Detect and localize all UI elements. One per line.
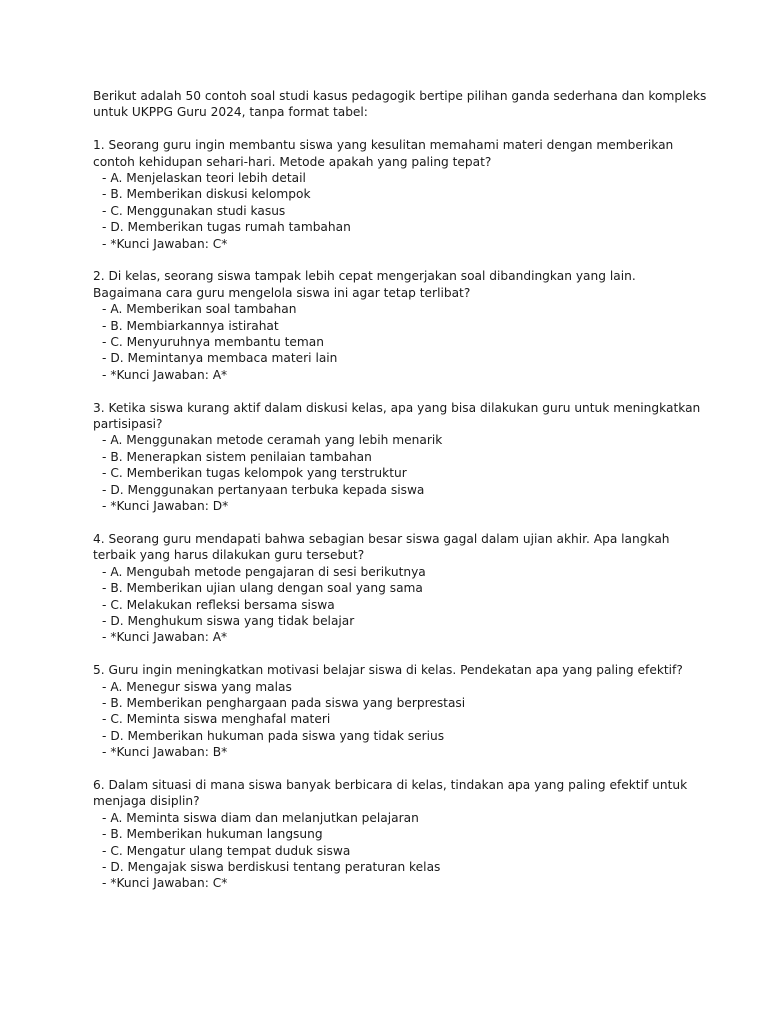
answer-key: - *Kunci Jawaban: C* bbox=[102, 236, 228, 251]
option-list bbox=[93, 432, 708, 514]
question-block bbox=[93, 531, 708, 646]
answer-key: - *Kunci Jawaban: B* bbox=[102, 745, 228, 760]
option-item: - A. Menjelaskan teori lebih detail bbox=[102, 171, 306, 186]
option-item: - A. Mengubah metode pengajaran di sesi berikutnya bbox=[102, 564, 426, 579]
option-list bbox=[93, 810, 708, 892]
option-item: - D. Menggunakan pertanyaan terbuka kepada siswa bbox=[102, 482, 425, 497]
answer-key: - *Kunci Jawaban: D* bbox=[102, 499, 229, 514]
answer-key: - *Kunci Jawaban: A* bbox=[102, 630, 228, 645]
option-item: - A. Menggunakan metode ceramah yang lebih menarik bbox=[102, 433, 443, 448]
option-item: - A. Memberikan soal tambahan bbox=[102, 302, 297, 317]
question-block bbox=[93, 137, 708, 252]
option-item: - B. Memberikan hukuman langsung bbox=[102, 827, 323, 842]
option-item: - C. Mengatur ulang tempat duduk siswa bbox=[102, 843, 351, 858]
option-item: - D. Menghukum siswa yang tidak belajar bbox=[102, 613, 355, 628]
question-block bbox=[93, 662, 708, 760]
question-text: 4. Seorang guru mendapati bahwa sebagian besar siswa gagal dalam ujian akhir. Apa langkah terbaik yang harus dilakukan guru tersebut? bbox=[93, 531, 670, 563]
option-item: - C. Menyuruhnya membantu teman bbox=[102, 335, 324, 350]
question-text: 3. Ketika siswa kurang aktif dalam diskusi kelas, apa yang bisa dilakukan guru untuk meningkatkan partisipasi? bbox=[93, 400, 701, 432]
option-item: - A. Meminta siswa diam dan melanjutkan pelajaran bbox=[102, 810, 419, 825]
option-item: - C. Menggunakan studi kasus bbox=[102, 203, 286, 218]
question-block bbox=[93, 400, 708, 515]
option-item: - D. Memberikan tugas rumah tambahan bbox=[102, 220, 351, 235]
option-item: - A. Menegur siswa yang malas bbox=[102, 679, 292, 694]
option-list bbox=[93, 564, 708, 646]
option-list bbox=[93, 679, 708, 761]
question-text: 1. Seorang guru ingin membantu siswa yang kesulitan memahami materi dengan memberikan contoh kehidupan sehari-hari. Metode apakah yang paling tepat? bbox=[93, 138, 674, 169]
option-item: - B. Memberikan penghargaan pada siswa yang berprestasi bbox=[102, 695, 466, 710]
answer-key: - *Kunci Jawaban: C* bbox=[102, 876, 228, 891]
option-item: - D. Memintanya membaca materi lain bbox=[102, 351, 338, 366]
option-item: - C. Melakukan refleksi bersama siswa bbox=[102, 597, 335, 612]
question-text: 2. Di kelas, seorang siswa tampak lebih cepat mengerjakan soal dibandingkan yang lain. Bagaimana cara guru mengelola siswa ini agar tetap terlibat? bbox=[93, 269, 636, 300]
option-item: - B. Membiarkannya istirahat bbox=[102, 318, 279, 333]
intro-paragraph: Berikut adalah 50 contoh soal studi kasus pedagogik bertipe pilihan ganda sederhana dan kompleks untuk UKPPG Guru 2024, tanpa format tabel: bbox=[93, 89, 707, 120]
question-text: 5. Guru ingin meningkatkan motivasi belajar siswa di kelas. Pendekatan apa yang paling efektif? bbox=[93, 663, 683, 678]
option-item: - C. Memberikan tugas kelompok yang terstruktur bbox=[102, 466, 407, 481]
option-item: - B. Memberikan diskusi kelompok bbox=[102, 187, 311, 202]
option-item: - D. Mengajak siswa berdiskusi tentang peraturan kelas bbox=[102, 860, 441, 874]
option-item: - B. Memberikan ujian ulang dengan soal yang sama bbox=[102, 581, 423, 596]
option-item: - D. Memberikan hukuman pada siswa yang tidak serius bbox=[102, 728, 445, 743]
question-text: 6. Dalam situasi di mana siswa banyak berbicara di kelas, tindakan apa yang paling efektif untuk menjaga disiplin? bbox=[93, 777, 688, 809]
answer-key: - *Kunci Jawaban: A* bbox=[102, 367, 228, 382]
option-list bbox=[93, 301, 708, 383]
question-block bbox=[93, 777, 708, 892]
option-item: - C. Meminta siswa menghafal materi bbox=[102, 712, 331, 727]
option-list bbox=[93, 170, 708, 252]
question-block bbox=[93, 268, 708, 383]
option-item: - B. Menerapkan sistem penilaian tambahan bbox=[102, 449, 372, 464]
